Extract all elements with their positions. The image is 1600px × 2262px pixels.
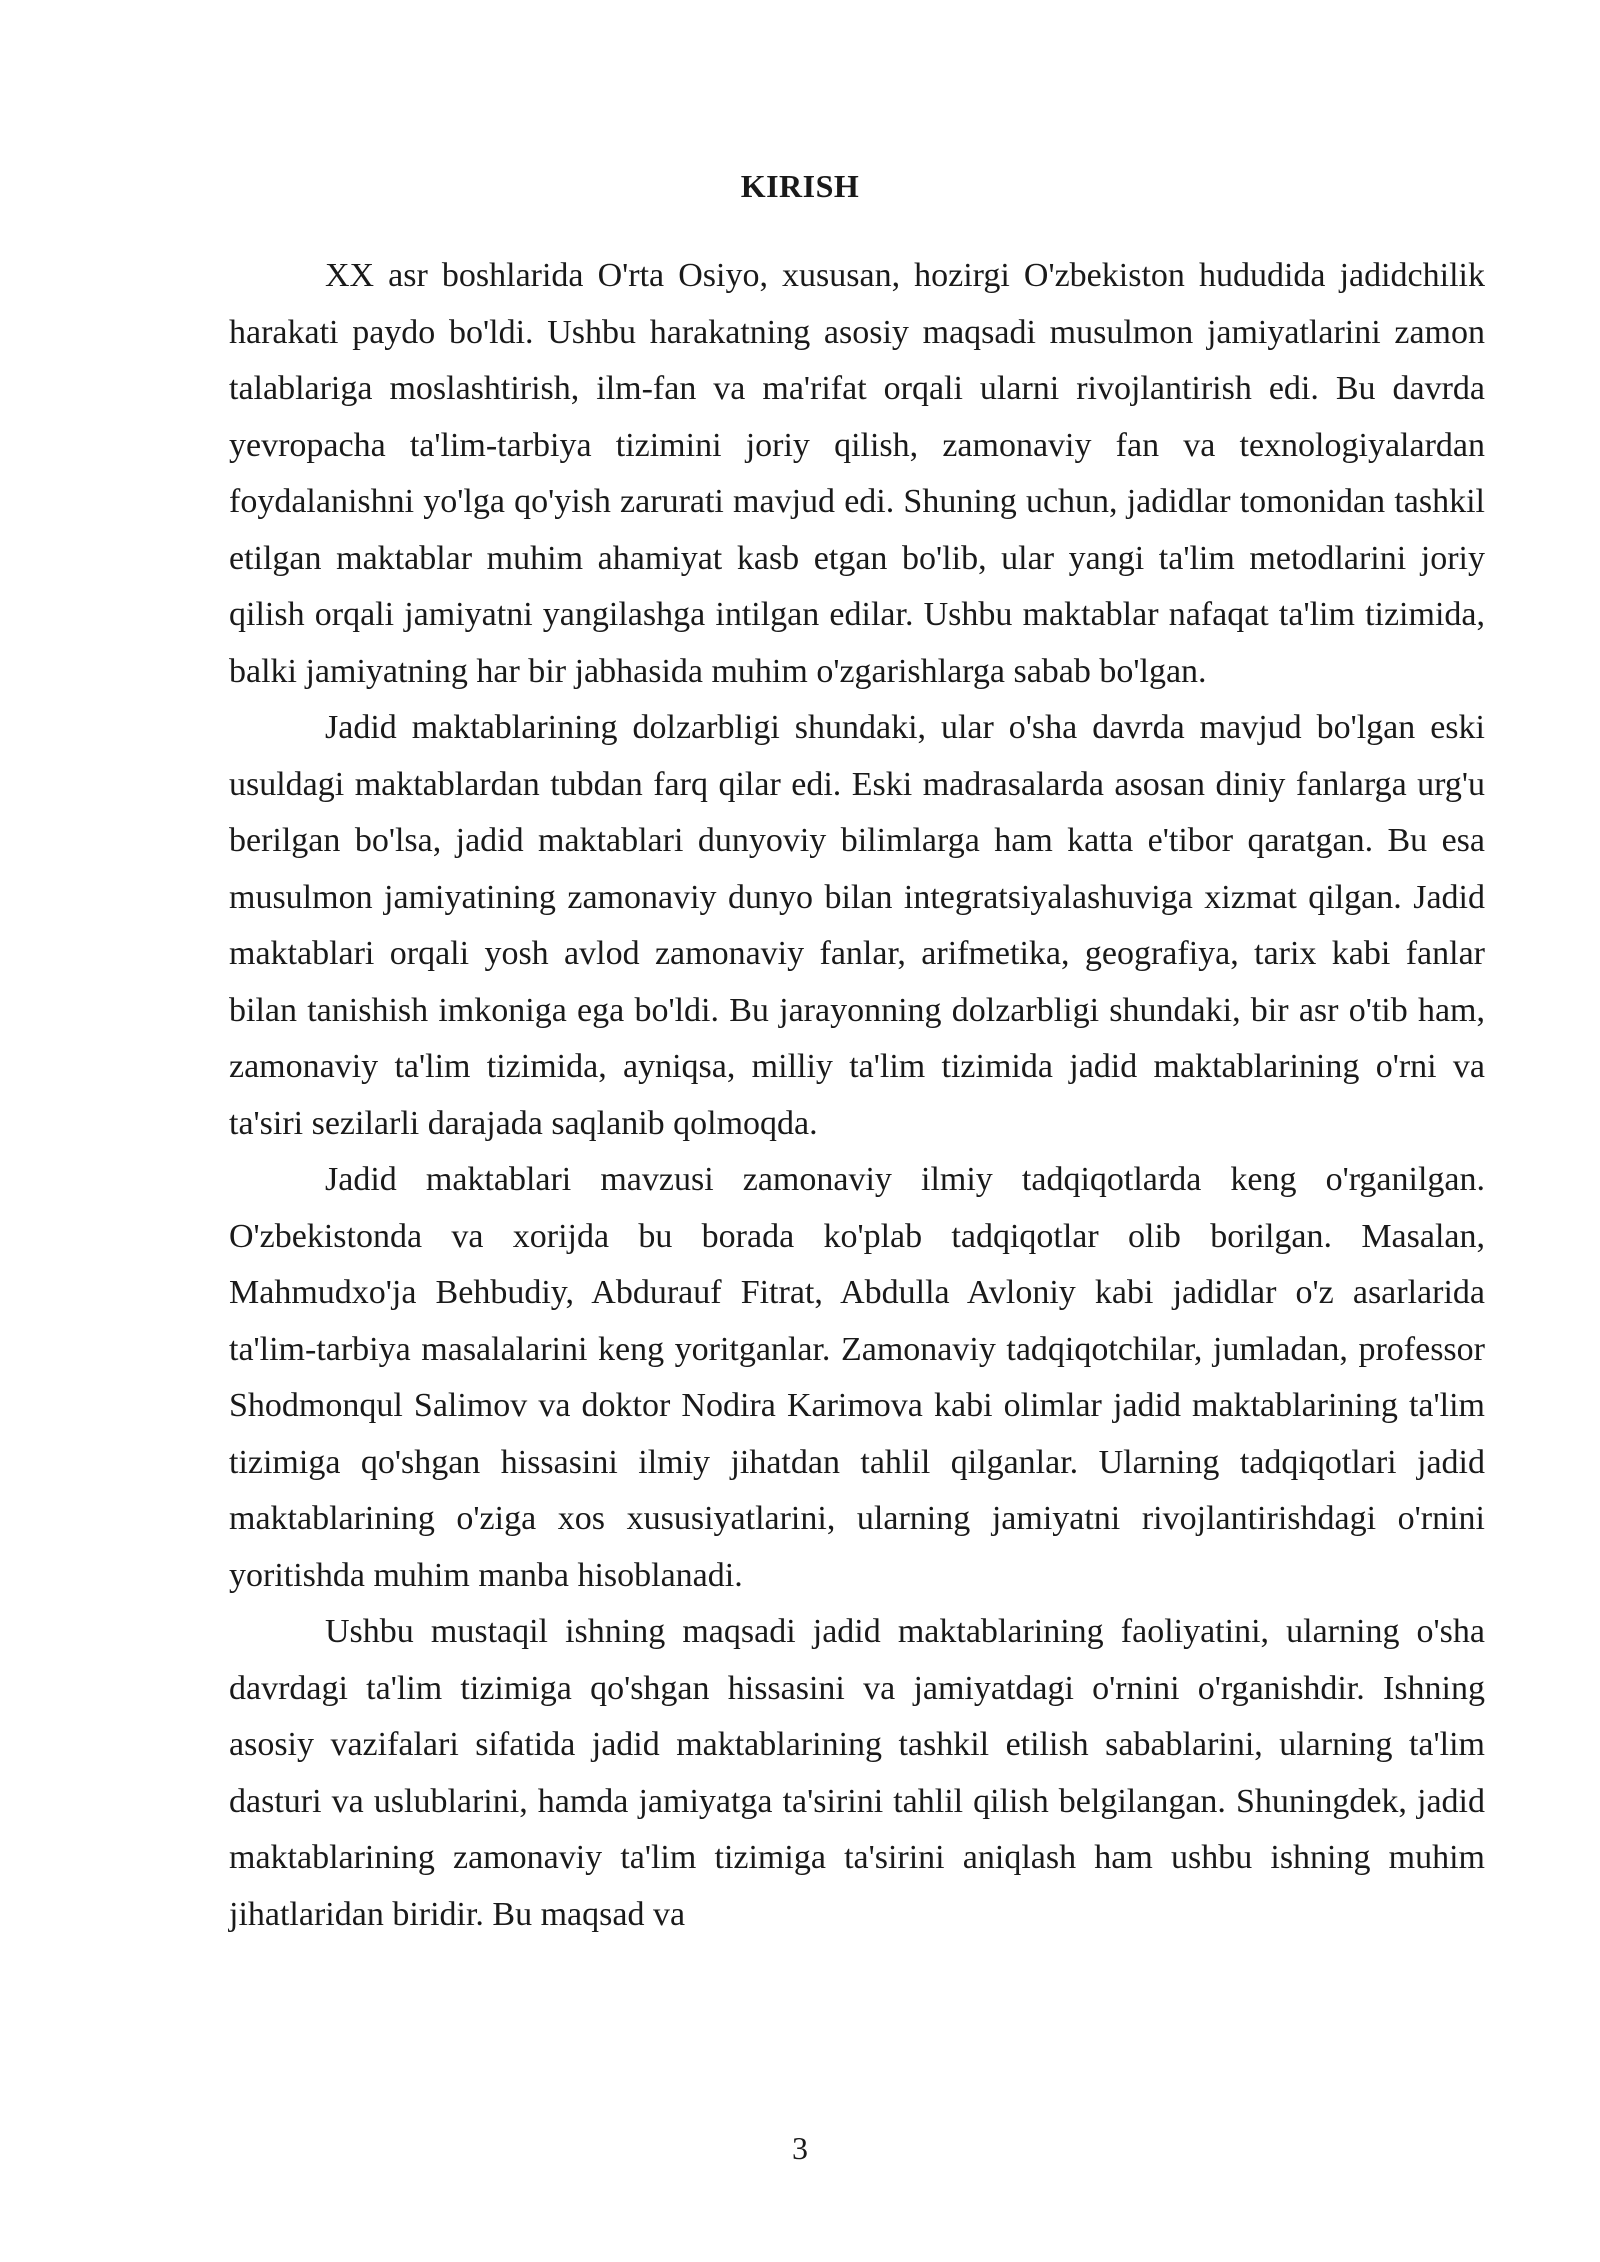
paragraph-1: XX asr boshlarida O'rta Osiyo, xususan, hozirgi O'zbekiston hududida jadidchilik harakati paydo bo'ldi. Ushbu harakatning asosiy maqsadi musulmon jamiyatlarini zamon talablariga moslashtirish, ilm-fan va ma'rifat orqali ularni rivojlantirish edi. Bu davrda yevropacha ta'lim-tarbiya tizimini joriy qilish, zamonaviy fan va texnologiyalardan foydalanishni yo'lga qo'yish zarurati mavjud edi. Shuning uchun, jadidlar tomonidan tashkil etilgan maktablar muhim ahamiyat kasb etgan bo'lib, ular yangi ta'lim metodlarini joriy qilish orqali jamiyatni yangilashga intilgan edilar. Ushbu maktablar nafaqat ta'lim tizimida, balki jamiyatning har bir jabhasida muhim o'zgarishlarga sabab bo'lgan. — [229, 257, 1485, 690]
body-text — [229, 248, 1485, 1943]
paragraph-4: Ushbu mustaqil ishning maqsadi jadid maktablarining faoliyatini, ularning o'sha davrdagi ta'lim tizimiga qo'shgan hissasini va jamiyatdagi o'rnini o'rganishdir. Ishning asosiy vazifalari sifatida jadid maktablarining tashkil etilish sabablarini, ularning ta'lim dasturi va uslublarini, hamda jamiyatga ta'sirini tahlil qilish belgilangan. Shuningdek, jadid maktablarining zamonaviy ta'lim tizimiga ta'sirini aniqlash ham ushbu ishning muhim jihatlaridan biridir. Bu maqsad va — [229, 1613, 1485, 1933]
paragraph-3: Jadid maktablari mavzusi zamonaviy ilmiy tadqiqotlarda keng o'rganilgan. O'zbekistonda va xorijda bu borada ko'plab tadqiqotlar olib borilgan. Masalan, Mahmudxo'ja Behbudiy, Abdurauf Fitrat, Abdulla Avloniy kabi jadidlar o'z asarlarida ta'lim-tarbiya masalalarini keng yoritganlar. Zamonaviy tadqiqotchilar, jumladan, professor Shodmonqul Salimov va doktor Nodira Karimova kabi olimlar jadid maktablarining ta'lim tizimiga qo'shgan hissasini ilmiy jihatdan tahlil qilganlar. Ularning tadqiqotlari jadid maktablarining o'ziga xos xususiyatlarini, ularning jamiyatni rivojlantirishdagi o'rnini yoritishda muhim manba hisoblanadi. — [229, 1161, 1485, 1594]
page-number: 3 — [792, 2130, 808, 2166]
paragraph-2: Jadid maktablarining dolzarbligi shundaki, ular o'sha davrda mavjud bo'lgan eski usuldagi maktablardan tubdan farq qilar edi. Eski madrasalarda asosan diniy fanlarga urg'u berilgan bo'lsa, jadid maktablari dunyoviy bilimlarga ham katta e'tibor qaratgan. Bu esa musulmon jamiyatining zamonaviy dunyo bilan integratsiyalashuviga xizmat qilgan. Jadid maktablari orqali yosh avlod zamonaviy fanlar, arifmetika, geografiya, tarix kabi fanlar bilan tanishish imkoniga ega bo'ldi. Bu jarayonning dolzarbligi shundaki, bir asr o'tib ham, zamonaviy ta'lim tizimida, ayniqsa, milliy ta'lim tizimida jadid maktablarining o'rni va ta'siri sezilarli darajada saqlanib qolmoqda. — [229, 709, 1485, 1142]
section-heading: KIRISH — [740, 168, 860, 204]
